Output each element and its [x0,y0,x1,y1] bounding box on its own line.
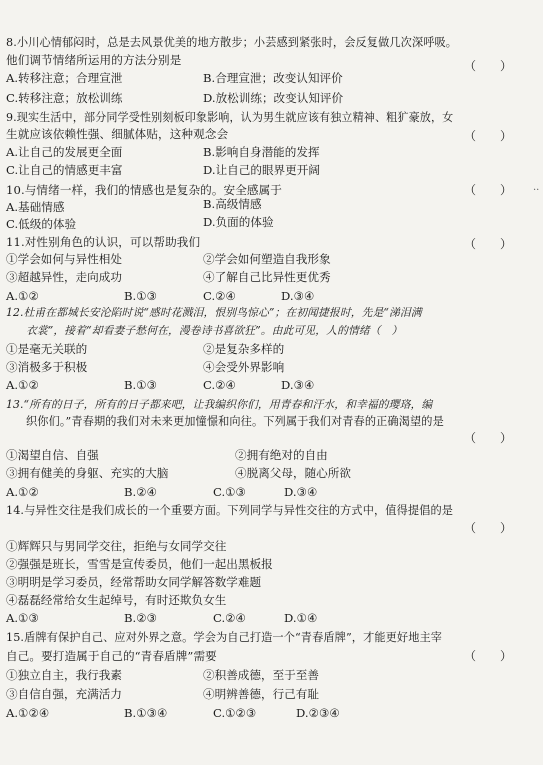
question-8-stem-line-1: 8.小川心情郁闷时，总是去风景优美的地方散步；小芸感到紧张时，会反复做几次深呼吸。 [6,36,458,49]
question-13-statement-3: ③拥有健美的身躯、充实的大脑 [6,466,169,480]
question-12-option-b: B.①③ [124,378,157,392]
question-13-statement-2: ②拥有绝对的自由 [235,448,328,462]
question-11-option-b: B.①③ [124,289,157,303]
question-11-option-c: C.②④ [203,289,236,303]
question-9-option-c: C.让自己的情感更丰富 [6,163,123,177]
question-15-statement-4: ④明辨善德，行己有耻 [203,687,319,701]
question-12-statement-2: ②是复杂多样的 [203,342,285,356]
question-14-option-c: C.②④ [213,611,246,625]
question-11-stem: 11.对性别角色的认识，可以帮助我们 [6,235,201,249]
question-13-option-a: A.①② [6,485,39,499]
question-9-option-d: D.让自己的眼界更开阔 [203,163,320,177]
question-10-option-a: A.基础情感 [6,200,65,214]
question-8-stem-line-2: 他们调节情绪所运用的方法分别是 [6,53,182,67]
question-15-answer-bracket: （ ） [464,649,513,663]
question-14-stem: 14.与异性交往是我们成长的一个重要方面。下列同学与异性交往的方式中，值得提倡的是 [6,504,454,517]
question-10-answer-bracket: （ ） [464,183,513,197]
question-8-option-c: C.转移注意；放松训练 [6,91,123,105]
question-8-answer-bracket: （ ） [464,59,513,73]
question-10-option-c: C.低级的体验 [6,217,77,231]
question-11-statement-1: ①学会如何与异性相处 [6,252,122,266]
question-10-option-b: B.高级情感 [203,197,262,211]
question-11-option-a: A.①② [6,289,39,303]
question-8-option-a: A.转移注意；合理宣泄 [6,71,123,85]
question-9-stem-line-1: 9.现实生活中，部分同学受性别刻板印象影响，认为男生就应该有独立精神、粗犷豪放，女 [6,111,454,124]
question-11-statement-4: ④了解自己比异性更优秀 [203,270,331,284]
scan-speck: ·· [533,185,540,196]
question-14-statement-3: ③明明是学习委员，经常帮助女同学解答数学难题 [6,575,262,589]
question-11-statement-3: ③超越异性，走向成功 [6,270,122,284]
question-13-stem-line-2: 织你们。”青春期的我们对未来更加憧憬和向往。下列属于我们对青春的正确渴望的是 [26,415,444,428]
question-13-option-d: D.③④ [284,485,318,499]
question-15-stem-line-1: 15.盾牌有保护自己、应对外界之意。学会为自己打造一个“青春盾牌”，才能更好地主宰 [6,631,443,644]
question-15-option-c: C.①②③ [213,706,257,720]
question-12-stem-line-2: 衣裳”，接着“却看妻子愁何在，漫卷诗书喜欲狂”。由此可见，人的情绪（ ） [26,324,403,337]
question-14-statement-1: ①辉辉只与男同学交往，拒绝与女同学交往 [6,539,227,553]
question-13-option-b: B.②④ [124,485,157,499]
question-14-statement-2: ②强强是班长，雪雪是宣传委员，他们一起出黑板报 [6,557,273,571]
question-15-statement-3: ③自信自强，充满活力 [6,687,122,701]
question-9-answer-bracket: （ ） [464,129,513,143]
question-9-option-b: B.影响自身潜能的发挥 [203,145,320,159]
question-12-option-a: A.①② [6,378,39,392]
question-12-option-c: C.②④ [203,378,236,392]
question-13-statement-4: ④脱离父母，随心所欲 [235,466,351,480]
question-14-statement-4: ④磊磊经常给女生起绰号，有时还欺负女生 [6,593,227,607]
question-14-answer-bracket: （ ） [464,521,513,535]
question-11-option-d: D.③④ [281,289,315,303]
question-10-stem: 10.与情绪一样，我们的情感也是复杂的。安全感属于 [6,183,283,197]
question-14-option-a: A.①③ [6,611,39,625]
question-15-stem-line-2: 自己。要打造属于自己的“青春盾牌”需要 [6,649,217,663]
question-11-answer-bracket: （ ） [464,237,513,251]
question-8-option-d: D.放松训练；改变认知评价 [203,91,344,105]
question-12-option-d: D.③④ [281,378,315,392]
question-15-option-a: A.①②④ [6,706,50,720]
question-8-option-b: B.合理宣泄；改变认知评价 [203,71,343,85]
question-9-stem-line-2: 生就应该依赖性强、细腻体贴，这种观念会 [6,127,229,141]
question-14-option-b: B.②③ [124,611,157,625]
question-13-option-c: C.①③ [213,485,246,499]
question-10-option-d: D.负面的体验 [203,215,274,229]
question-15-statement-2: ②积善成德，至于至善 [203,668,319,682]
question-11-statement-2: ②学会如何塑造自我形象 [203,252,331,266]
question-15-statement-1: ①独立自主，我行我素 [6,668,122,682]
question-14-option-d: D.①④ [284,611,318,625]
question-12-statement-4: ④会受外界影响 [203,360,285,374]
question-13-statement-1: ①渴望自信、自强 [6,448,99,462]
question-13-answer-bracket: （ ） [464,431,513,445]
question-13-stem-line-1: 13.“所有的日子，所有的日子都来吧，让我编织你们，用青春和汗水，和幸福的璎珞，编 [6,398,433,411]
question-12-stem-line-1: 12.杜甫在都城长安沦陷时说“感时花溅泪，恨别鸟惊心”；在初闻捷报时，先是“涕泪满 [6,306,422,319]
question-9-option-a: A.让自己的发展更全面 [6,145,123,159]
question-15-option-d: D.②③④ [296,706,340,720]
question-12-statement-3: ③消极多于积极 [6,360,88,374]
question-15-option-b: B.①③④ [124,706,168,720]
question-12-statement-1: ①是毫无关联的 [6,342,88,356]
